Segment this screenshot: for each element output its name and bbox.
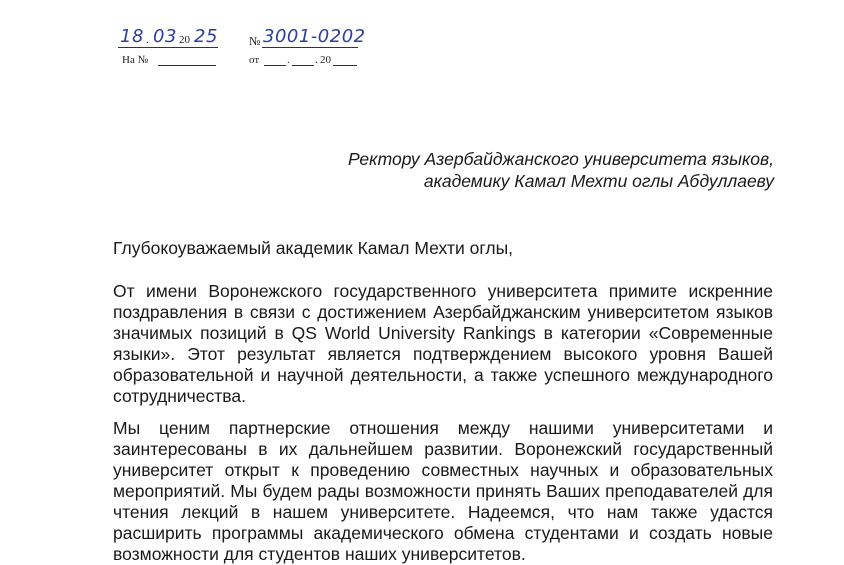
body-paragraph-1: От имени Воронежского государственного университета примите искренние поздравления в связи с достижением Азербайджанским университетом языков значимых позиций в QS World University Rankings в категории «Современные языки». Этот результат является подтверждением высокого уровня Вашей образовательной и научной деятельности, а также успешного международного сотрудничества. — [113, 281, 773, 406]
date-year-prefix: 20 — [179, 34, 190, 46]
ref-year-blank — [333, 65, 357, 66]
addressee-line-2: академику Камал Мехти оглы Абдуллаеву — [423, 171, 774, 191]
ref-dot-2: . — [315, 54, 318, 66]
date-year-suffix: 25 — [194, 26, 218, 47]
ref-day-blank — [264, 65, 286, 66]
number-prefix: № — [249, 34, 261, 48]
ref-month-blank — [292, 65, 314, 66]
addressee-block — [348, 148, 774, 192]
addressee-line-1: Ректору Азербайджанского университета языков, — [347, 149, 774, 169]
number-value: 3001-0202 — [263, 26, 366, 47]
date-underline — [118, 47, 218, 48]
number-underline — [262, 47, 358, 48]
date-separator: . — [146, 34, 149, 46]
ref-number-blank — [158, 65, 216, 66]
body-paragraph-2: Мы ценим партнерские отношения между нашими университетами и заинтересованы в их дальнейшем развитии. Воронежский государственный университет открыт к проведению совместных научных и образовательных мероприятий. Мы будем рады возможности принять Ваших преподавателей для чтения лекций в нашем университете. Надеемся, что нам также удастся расширить программы академического обмена студентами и создать новые возможности для студентов наших университетов. — [113, 418, 773, 564]
ref-dot-1: . — [287, 54, 290, 66]
ref-from-label: от — [249, 54, 260, 66]
ref-label: На № — [122, 54, 149, 66]
date-month: 03 — [153, 26, 177, 47]
ref-year-prefix: 20 — [320, 54, 331, 66]
salutation: Глубокоуважаемый академик Камал Мехти оглы, — [113, 238, 514, 258]
date-day: 18 — [120, 26, 144, 47]
